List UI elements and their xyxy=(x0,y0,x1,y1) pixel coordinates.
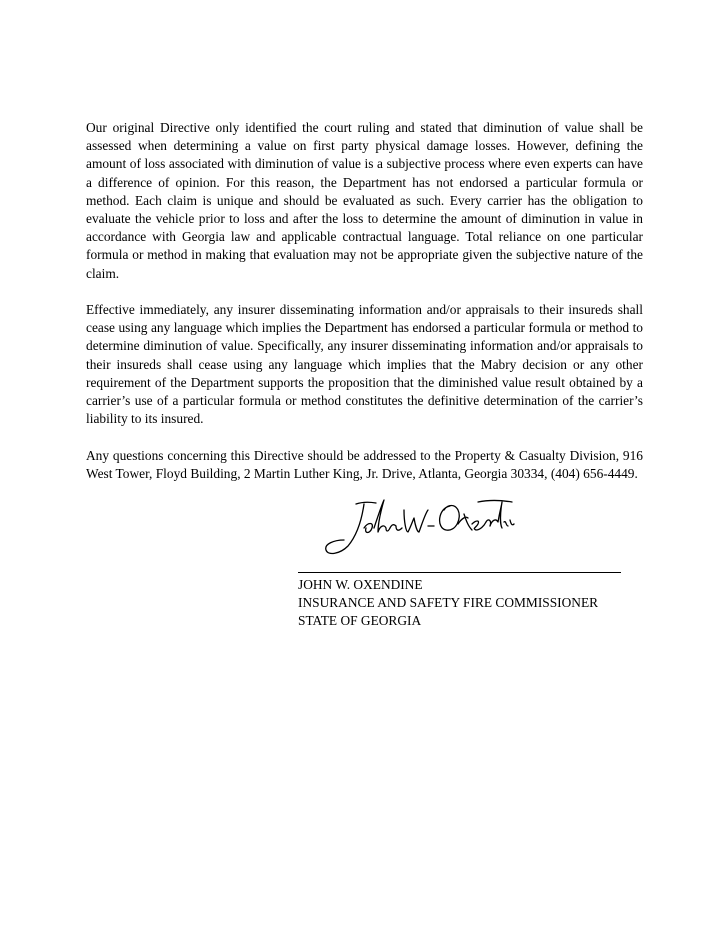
directive-body xyxy=(86,119,643,501)
signature-line xyxy=(298,572,621,573)
signature-block xyxy=(298,576,598,630)
paragraph-effective-immediately: Effective immediately, any insurer disseminating information and/or appraisals to their insureds shall cease using any language which implies the Department has endorsed a particular formula or method to determine diminution of value. Specifically, any insurer disseminating information and/or appraisals to their insureds shall cease using any language which implies that the Mabry decision or any other requirement of the Department supports the proposition that the diminished value result obtained by a carrier’s use of a particular formula or method constitutes the definitive determination of the carrier’s liability to its insured. xyxy=(86,302,643,427)
signer-title: INSURANCE AND SAFETY FIRE COMMISSIONER xyxy=(298,595,599,610)
signer-name: JOHN W. OXENDINE xyxy=(298,577,423,592)
paragraph-contact-info: Any questions concerning this Directive should be addressed to the Property & Casualty Division, 916 West Tower, Floyd Building, 2 Martin Luther King, Jr. Drive, Atlanta, Georgia 30334, (404) 656-4449. xyxy=(86,447,643,481)
paragraph-diminution-assessment: Our original Directive only identified the court ruling and stated that diminution of value shall be assessed when determining a value on first party physical damage losses. However, defining the amount of loss associated with diminution of value is a subjective process where even experts can have a difference of opinion. For this reason, the Department has not endorsed a particular formula or method. Each claim is unique and should be evaluated as such. Every carrier has the obligation to evaluate the vehicle prior to loss and after the loss to determine the amount of diminution in value in accordance with Georgia law and applicable contractual language. Total reliance on one particular formula or method in making that evaluation may not be appropriate given the subjective nature of the claim. xyxy=(86,120,643,281)
signer-organization: STATE OF GEORGIA xyxy=(298,613,422,628)
handwritten-signature xyxy=(318,490,518,560)
